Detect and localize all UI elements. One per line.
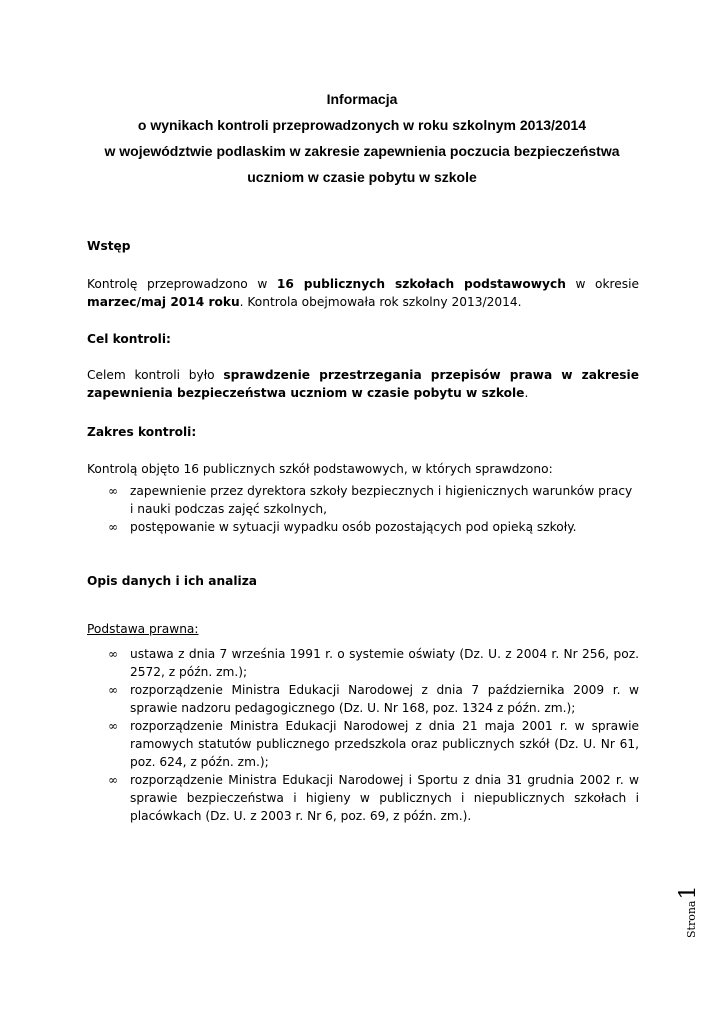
wstep-text-schools: 16 publicznych szkołach podstawowych — [276, 277, 566, 291]
wstep-paragraph — [87, 275, 639, 311]
page-label: Strona — [685, 900, 698, 938]
title-line-2: o wynikach kontroli przeprowadzonych w roku szkolnym 2013/2014 — [137, 117, 587, 133]
cel-text-c: . — [524, 386, 529, 400]
infinity-bullet-icon: ∞ — [108, 647, 118, 661]
title-line-1: Informacja — [326, 91, 398, 107]
title-line-4: uczniom w czasie pobytu w szkole — [247, 169, 477, 185]
section-heading-cel: Cel kontroli: — [87, 332, 171, 346]
cel-text-a: Celem kontroli było — [87, 368, 224, 382]
list-item-text: rozporządzenie Ministra Edukacji Narodowej z dnia 7 października 2009 r. w sprawie nadzoru pedagogicznego (Dz. U. Nr 168, poz. 1324 z późn. zm.); — [130, 683, 639, 715]
wstep-text-a: Kontrolę przeprowadzono w — [87, 277, 277, 291]
zakres-intro: Kontrolą objęto 16 publicznych szkół podstawowych, w których sprawdzono: — [87, 462, 553, 476]
list-item-text: postępowanie w sytuacji wypadku osób pozostających pod opieką szkoły. — [130, 520, 577, 534]
cel-text-goal: sprawdzenie przestrzegania przepisów prawa w zakresie zapewnienia bezpieczeństwa uczniom w czasie pobytu w szkole — [87, 368, 639, 400]
section-heading-zakres: Zakres kontroli: — [87, 425, 197, 439]
section-heading-wstep: Wstęp — [87, 239, 131, 253]
list-item-text: rozporządzenie Ministra Edukacji Narodowej i Sportu z dnia 31 grudnia 2002 r. w sprawie bezpieczeństwa i higieny w publicznych i niepublicznych szkołach i placówkach (Dz. U. z 2003 r. Nr 6, poz. 69, z późn. zm.). — [130, 773, 639, 823]
page-number-footer — [676, 868, 700, 938]
infinity-bullet-icon: ∞ — [108, 520, 118, 534]
wstep-text-e: . Kontrola obejmowała rok szkolny 2013/2014. — [239, 295, 522, 309]
title-line-3: w województwie podlaskim w zakresie zapewnienia poczucia bezpieczeństwa — [104, 143, 620, 159]
podstawa-prawna-label: Podstawa prawna: — [87, 622, 199, 636]
wstep-text-period: marzec/maj 2014 roku — [87, 295, 240, 309]
list-item-text: rozporządzenie Ministra Edukacji Narodowej z dnia 21 maja 2001 r. w sprawie ramowych statutów publicznego przedszkola oraz publicznych szkół (Dz. U. Nr 61, poz. 624, z późn. zm.); — [130, 719, 639, 769]
wstep-text-c: w okresie — [565, 277, 639, 291]
infinity-bullet-icon: ∞ — [108, 484, 118, 498]
zakres-list — [108, 482, 639, 536]
list-item — [108, 717, 639, 771]
podstawa-list — [108, 645, 639, 825]
infinity-bullet-icon: ∞ — [108, 773, 118, 787]
infinity-bullet-icon: ∞ — [108, 719, 118, 733]
list-item-text: zapewnienie przez dyrektora szkoły bezpiecznych i higienicznych warunków pracy i nauki podczas zajęć szkolnych, — [130, 484, 633, 516]
page-number-rotated — [676, 886, 701, 938]
podstawa-wrapper — [87, 620, 639, 638]
cel-paragraph — [87, 366, 639, 402]
list-item-text: ustawa z dnia 7 września 1991 r. o systemie oświaty (Dz. U. z 2004 r. Nr 256, poz. 2572, z późn. zm.); — [130, 647, 639, 679]
list-item — [108, 681, 639, 717]
list-item — [108, 771, 639, 825]
list-item — [108, 645, 639, 681]
list-item — [108, 482, 639, 518]
infinity-bullet-icon: ∞ — [108, 683, 118, 697]
document-title — [60, 86, 664, 190]
list-item — [108, 518, 639, 536]
page-number: 1 — [676, 885, 701, 900]
section-heading-opis: Opis danych i ich analiza — [87, 574, 258, 588]
